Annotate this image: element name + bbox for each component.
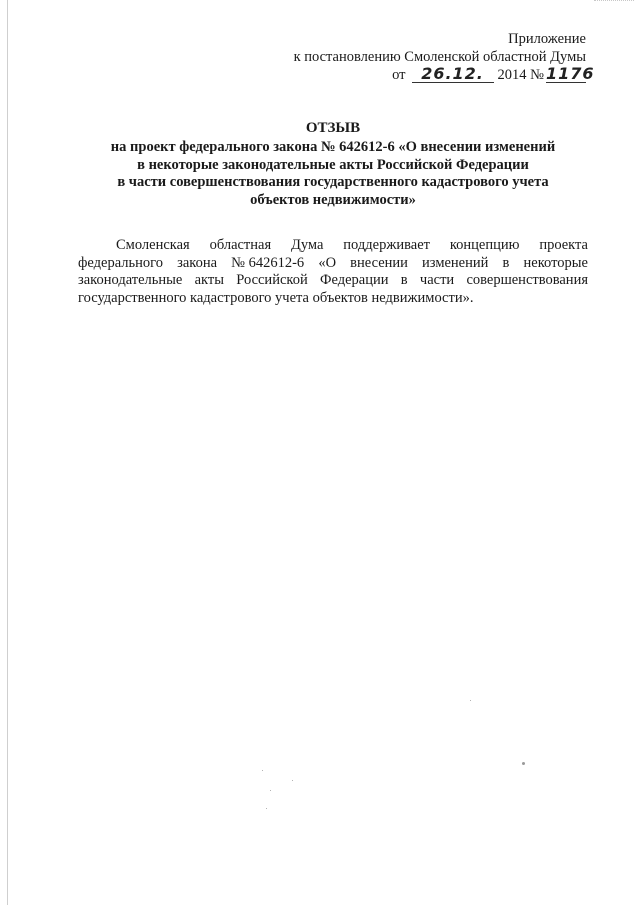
scan-speck	[292, 780, 293, 781]
scan-speck	[522, 762, 525, 765]
appendix-header	[256, 31, 595, 85]
document-title	[78, 120, 588, 209]
scan-speck	[470, 700, 471, 701]
word: в	[400, 272, 408, 289]
word: изменений	[422, 254, 489, 271]
scan-speck	[266, 808, 267, 809]
handwritten-number: 1176	[546, 64, 595, 83]
body-line	[78, 255, 588, 273]
word: акты	[194, 272, 224, 289]
word: областная	[209, 237, 272, 253]
body-line	[78, 272, 588, 290]
word: Федерации	[320, 272, 389, 289]
appendix-resolution-ref: к постановлению Смоленской областной Думы	[293, 48, 586, 65]
scan-speck	[262, 770, 263, 771]
scan-speck	[270, 790, 271, 791]
title-line: в некоторые законодательные акты Российской Федерации	[137, 156, 529, 173]
title-line: в части совершенствования государственного кадастрового учета	[117, 174, 549, 191]
word: законодательные	[78, 272, 183, 289]
word: внесении	[350, 254, 408, 271]
word: № 642612-6	[231, 254, 305, 271]
appendix-date-line	[256, 64, 595, 85]
body-paragraph	[78, 237, 588, 308]
word: Российской	[236, 272, 308, 289]
title-heading: ОТЗЫВ	[305, 120, 361, 136]
body-line	[78, 290, 588, 308]
word: Дума	[290, 237, 324, 253]
title-line: на проект федерального закона № 642612-6 «О внесении изменений	[110, 139, 556, 156]
word: проекта	[539, 237, 588, 253]
body-line	[78, 237, 588, 255]
word: поддерживает	[343, 237, 430, 253]
word: части	[419, 272, 455, 289]
number-sign: №	[530, 67, 544, 83]
word: государственного кадастрового учета объектов недвижимости».	[78, 290, 474, 307]
from-label: от	[392, 67, 406, 83]
appendix-label: Приложение	[508, 31, 586, 47]
word: совершенствования	[466, 272, 588, 289]
word: закона	[177, 254, 218, 271]
word: в	[502, 254, 510, 271]
scan-edge-marks	[594, 0, 634, 4]
word: «О	[318, 254, 337, 271]
word: некоторые	[523, 254, 588, 271]
year-value: 2014	[497, 67, 527, 83]
word: Смоленская	[116, 237, 190, 253]
scan-binding-edge	[7, 0, 8, 905]
title-line: объектов недвижимости»	[250, 191, 416, 208]
word: федерального	[78, 254, 163, 271]
handwritten-date: 26.12.	[412, 66, 494, 83]
word: концепцию	[449, 237, 520, 253]
